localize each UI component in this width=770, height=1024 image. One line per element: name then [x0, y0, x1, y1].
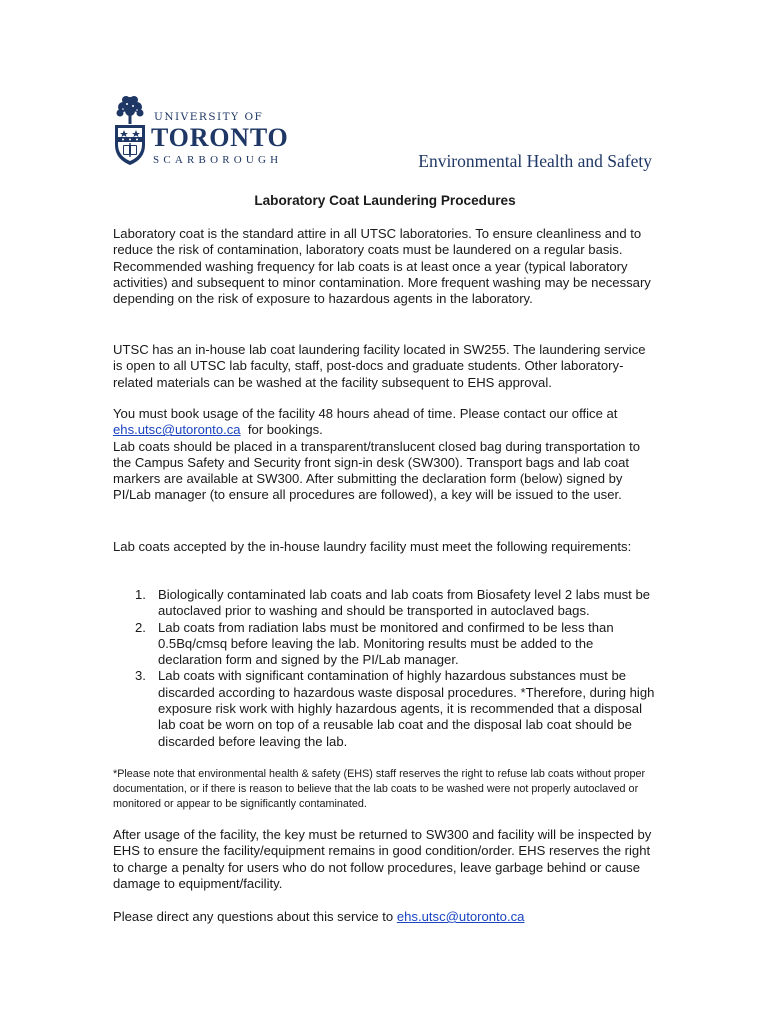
list-item	[113, 668, 658, 749]
list-item	[113, 620, 658, 669]
document-title: Laboratory Coat Laundering Procedures	[254, 193, 516, 208]
booking-text-end: for bookings.	[240, 422, 323, 438]
paragraph-text	[113, 909, 658, 925]
requirements-list	[113, 587, 658, 750]
list-text: Lab coats from radiation labs must be monitored and confirmed to be less than 0.5Bq/cmsq before leaving the lab. Monitoring results must be added to the declaration form and signed by the PI/Lab manager.	[158, 619, 614, 668]
paragraph-booking	[113, 406, 658, 504]
contact-email-link[interactable]: ehs.utsc@utoronto.ca	[396, 909, 525, 924]
department-name: Environmental Health and Safety	[418, 151, 652, 171]
paragraph-requirements-intro	[113, 539, 658, 555]
paragraph-text: Laboratory coat is the standard attire in all UTSC laboratories. To ensure cleanliness and to reduce the risk of contamination, laboratory coats must be laundered on a regular basis. Recommended washing frequency for lab coats is at least once a year (typical laboratory activities) and subsequent to minor contamination. More frequent washing may be necessary depending on the risk of exposure to hazardous agents in the laboratory.	[113, 226, 651, 307]
booking-instructions: Lab coats should be placed in a transparent/translucent closed bag during transportation to the Campus Safety and Security front sign-in desk (SW300). Transport bags and lab coat markers are available at SW300. After submitting the declaration form (below) signed by PI/Lab manager (to ensure all procedures are followed), a key will be issued to the user.	[113, 438, 641, 503]
list-number: 1.	[135, 587, 146, 602]
footnote: *Please note that environmental health & safety (EHS) staff reserves the right to refuse lab coats without proper documentation, or if there is reason to believe that the lab coats to be washed were not properly autoclaved or monitored or appear to be significantly contaminated.	[113, 768, 646, 810]
crest-icon	[112, 93, 148, 167]
paragraph-text: After usage of the facility, the key must be returned to SW300 and facility will be inspected by EHS to ensure the facility/equipment remains in good condition/order. EHS reserves the right to charge a penalty for users who do not follow procedures, leave garbage behind or cause damage to equipment/facility.	[113, 827, 652, 891]
booking-text: You must book usage of the facility 48 hours ahead of time. Please contact our office at	[113, 406, 618, 421]
contact-text: Please direct any questions about this service to	[113, 909, 397, 924]
paragraph-text	[113, 406, 658, 504]
paragraph-text: Lab coats accepted by the in-house laundry facility must meet the following requirements:	[113, 539, 632, 554]
list-text: Biologically contaminated lab coats and lab coats from Biosafety level 2 labs must be autoclaved prior to washing and should be transported in autoclaved bags.	[158, 587, 651, 619]
university-logo	[112, 93, 292, 173]
university-name: TORONTO	[151, 123, 289, 152]
paragraph-contact	[113, 909, 658, 925]
university-of-text: UNIVERSITY OF	[154, 111, 264, 123]
email-link[interactable]: ehs.utsc@utoronto.ca	[113, 422, 241, 438]
campus-name: SCARBOROUGH	[153, 154, 283, 166]
paragraph-facility	[113, 342, 658, 391]
list-text: Lab coats with significant contamination of highly hazardous substances must be discarded according to hazardous waste disposal procedures. *Therefore, during high exposure risk work with highly hazardous agents, it is recommended that a disposal lab coat be worn on top of a reusable lab coat and the disposal lab coat should be discarded before leaving the lab.	[158, 668, 655, 749]
paragraph-text: UTSC has an in-house lab coat laundering facility located in SW255. The laundering service is open to all UTSC lab faculty, staff, post-docs and graduate students. Other laboratory-related materials can be washed at the facility subsequent to EHS approval.	[113, 342, 646, 390]
paragraph-intro	[113, 226, 658, 307]
list-number: 3.	[135, 668, 146, 684]
list-number: 2.	[135, 619, 146, 635]
paragraph-key-return	[113, 827, 658, 892]
list-item	[113, 587, 658, 620]
